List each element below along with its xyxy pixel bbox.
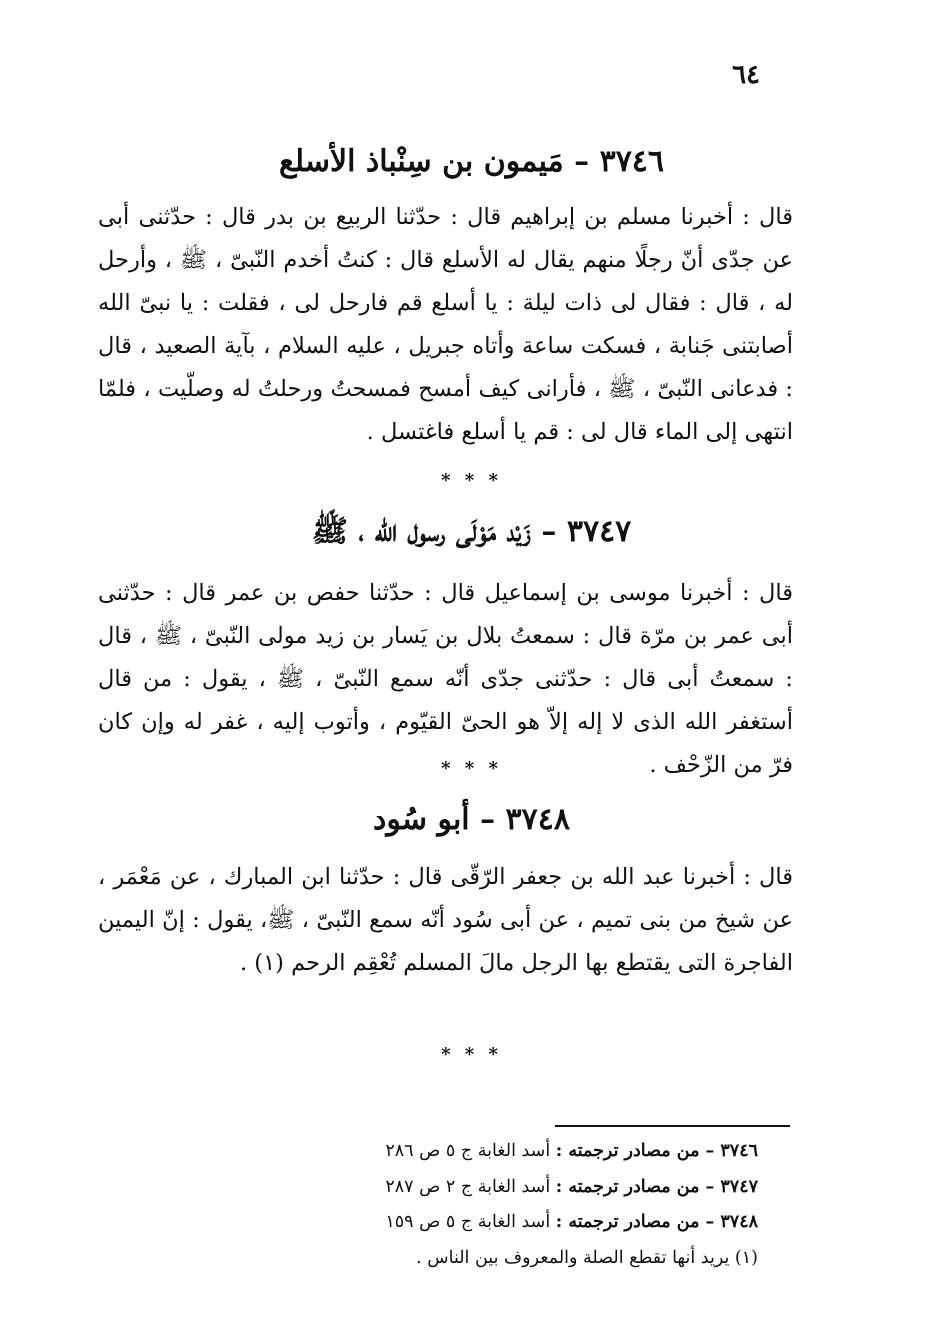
footnote-text: أسد الغابة ج ٥ ص ١٥٩ bbox=[385, 1212, 556, 1232]
entry-body-3747 bbox=[98, 572, 793, 787]
entry-title-3747: ٣٧٤٧ – زَيْد مَوْلَى رسول الله ، ﷺ bbox=[311, 514, 632, 549]
section-separator: * * * bbox=[441, 470, 502, 491]
entry-body-3746 bbox=[98, 196, 793, 454]
section-separator: * * * bbox=[441, 758, 502, 779]
entry-text: قال : أخبرنا موسى بن إسماعيل قال : حدّثنا حفص بن عمر قال : حدّثنى أبى عمر بن مرّة قال : سمعتُ بلال بن يَسار بن زيد مولى النّبىّ ، ﷺ ، قال : سمعتُ أبى قال : حدّثنى جدّى أنّه سمع النّبىّ ، ﷺ ، يقول : من قال أستغفر الله الذى لا إله إلاّ هو الحىّ القيّوم ، وأتوب إليه ، غفر له وإن كان فرّ من الزّحْف . bbox=[98, 580, 793, 778]
entry-text: قال : أخبرنا عبد الله بن جعفر الرّقّى قال : حدّثنا ابن المبارك ، عن مَعْمَر ، عن شيخ من بنى تميم ، عن أبى سُود أنّه سمع النّبىّ ، ﷺ، يقول : إنّ اليمين الفاجرة التى يقتطع بها الرجل مالَ المسلم تُعْقِم الرحم (١) . bbox=[98, 864, 793, 976]
footnote-label: ٣٧٤٨ – من مصادر ترجمته : bbox=[555, 1212, 758, 1232]
footnote-text: أسد الغابة ج ٥ ص ٢٨٦ bbox=[385, 1141, 556, 1161]
footnote-note-1 bbox=[138, 1241, 758, 1277]
footnote-source-3746 bbox=[138, 1134, 758, 1170]
entry-title-3746: ٣٧٤٦ – مَيمون بن سِنْباذ الأسلع bbox=[278, 144, 665, 179]
footnote-label: ٣٧٤٦ – من مصادر ترجمته : bbox=[555, 1141, 758, 1161]
footnotes bbox=[138, 1134, 758, 1276]
footnote-source-3748 bbox=[138, 1205, 758, 1241]
section-separator: * * * bbox=[441, 1044, 502, 1065]
page-number: ٦٤ bbox=[732, 60, 760, 90]
footnote-source-3747 bbox=[138, 1170, 758, 1206]
footnote-text: أسد الغابة ج ٢ ص ٢٨٧ bbox=[385, 1176, 556, 1197]
entry-text: قال : أخبرنا مسلم بن إبراهيم قال : حدّثنا الربيع بن بدر قال : حدّثنى أبى عن جدّى أنّ رجلًا منهم يقال له الأسلع قال : كنتُ أخدم النّبىّ ، ﷺ ، وأرحل له ، قال : فقال لى ذات ليلة : يا أسلع قم فارحل لى ، فقلت : يا نبىّ الله أصابتنى جَنابة ، فسكت ساعة وأتاه جبريل ، عليه السلام ، بآية الصعيد ، قال : فدعانى النّبىّ ، ﷺ ، فأرانى كيف أمسح فمسحتُ ورحلتُ له وصلّيت ، فلمّا انتهى إلى الماء قال لى : قم يا أسلع فاغتسل . bbox=[98, 204, 793, 445]
footnote-divider bbox=[555, 1125, 790, 1127]
entry-title-3748: ٣٧٤٨ – أبو سُود bbox=[373, 802, 570, 837]
entry-body-3748 bbox=[98, 856, 793, 985]
footnote-text: (١) يريد أنها تقطع الصلة والمعروف بين الناس . bbox=[416, 1247, 758, 1268]
footnote-label: ٣٧٤٧ – من مصادر ترجمته : bbox=[555, 1176, 758, 1197]
